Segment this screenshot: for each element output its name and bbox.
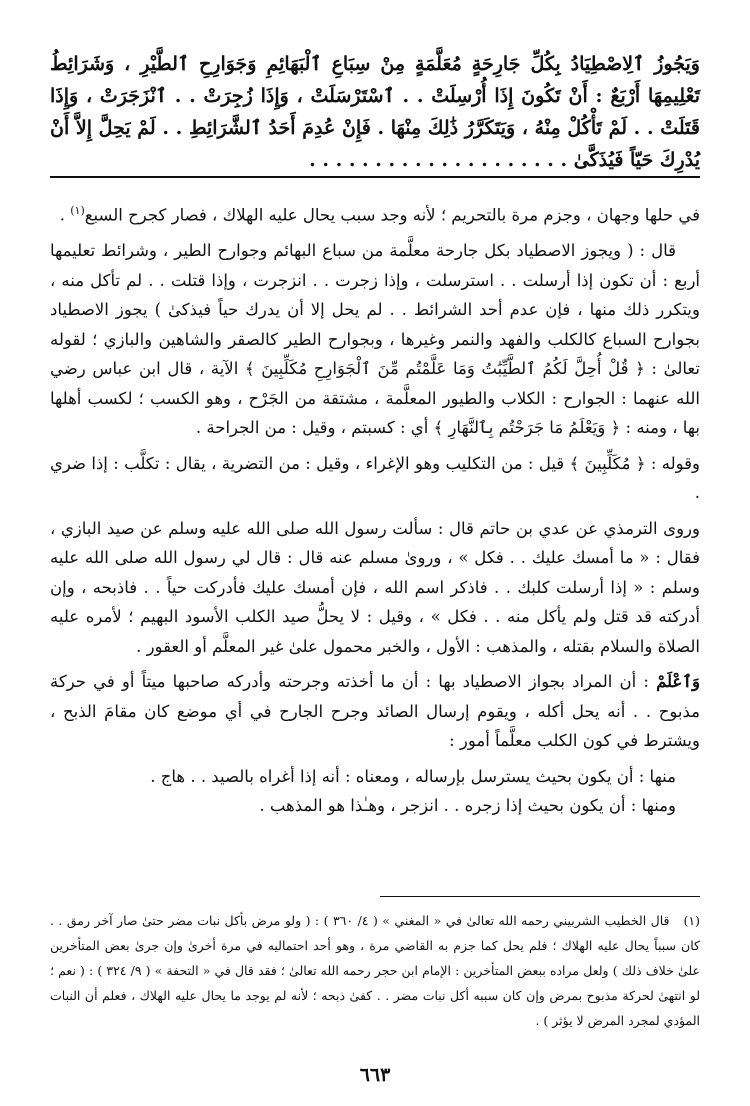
matn-divider bbox=[50, 176, 700, 178]
page-number: ٦٦٣ bbox=[359, 1064, 391, 1086]
commentary-paragraph-3: وقوله : ﴿ مُكَلِّبِينَ ﴾ قيل : من التكليب وهو الإغراء ، وقيل : من التضرية ، يقال : تكلَّب : إذا ضري . bbox=[50, 453, 700, 502]
commentary-paragraph-6: منها : أن يكون بحيث يسترسل بإرساله ، ومعناه : أنه إذا أغراه بالصيد . . هاج . bbox=[150, 766, 676, 786]
footnote-text: قال الخطيب الشربيني رحمه الله تعالىٰ في « المغني » ( ٤/ ٣٦٠ ) : ( ولو مرض بأكل نبات مضر حتىٰ صار آخر رمق . . كان سبباً يحال عليه الهلاك ؛ فلم يحل كما جزم به القاضي مرة ، وهو أحد احتماليه في مرة أخرىٰ وإن جرىٰ بعض المتأخرين علىٰ خلاف ذلك ) ولعل مراده ببعض المتأخرين : الإمام ابن حجر رحمه الله تعالىٰ ؛ فقد قال في « التحفة » ( ٩/ ٣٢٤ ) : ( نعم ؛ لو انتهىٰ لحركة مذبوح بمرض وإن كان سببه أكل نبات مضر . . كفىٰ ذبحه ؛ لأنه لم يوجد ما يحال عليه الهلاك ، فعلم أن النبات المؤدي لمجرد المرض لا يؤثر ) . bbox=[50, 913, 700, 1028]
footnote bbox=[50, 908, 700, 1033]
footnote-divider bbox=[380, 896, 700, 897]
commentary-paragraph-2: قال : ( ويجوز الاصطياد بكل جارحة معلَّمة من سباع البهائم وجوارح الطير ، وشرائط تعليمها أربع : أن تكون إذا أرسلت . . استرسلت ، وإذا زجرت . . انزجرت ، وإذا قتلت . . لم تأكل منه ، ويتكرر ذلك منها ، فإن عدم أحد الشرائط . . لم يحل إلا أن يدرك حياً فيذكىٰ ) يجوز الاصطياد بجوارح السباع كالكلب والفهد والنمر وغيرها ، وبجوارح الطير كالصقر والشاهين والبازي ؛ لقوله تعالىٰ : ﴿ قُلْ أُحِلَّ لَكُمُ ٱلطَّيِّبَٰتُ وَمَا عَلَّمْتُم مِّنَ ٱلْجَوَارِحِ مُكَلِّبِينَ ﴾ الآية ، قال ابن عباس رضي الله عنهما : الجوارح : الكلاب والطيور المعلَّمة ، مشتقة من الجَرْح ، وهو الكسب ؛ لكسب أهلها بها ، ومنه : ﴿ وَيَعْلَمُ مَا جَرَحْتُم بِٱلنَّهَارِ ﴾ أي : كسبتم ، وقيل : من الجراحة . bbox=[50, 241, 700, 437]
commentary-paragraph-5: وَٱعْلَمْ : أن المراد بجواز الاصطياد بها : أن ما أخذته وجرحته وأدركه صاحبها ميتاً أو في حركة مذبوح . . أنه يحل أكله ، ويقوم إرسال الصائد وجرح الجارح في أي موضع كان مقامَ الذبح ، ويشترط في كون الكلب معلَّماً أمور : bbox=[50, 672, 700, 750]
commentary-paragraph-7: ومنها : أن يكون بحيث إذا زجره . . انزجر ، وهـٰذا هو المذهب . bbox=[259, 796, 676, 815]
matn-text: وَيَجُوزُ ٱلِاصْطِيَادُ بِكُلِّ جَارِحَةٍ مُعَلَّمَةٍ مِنْ سِبَاعِ ٱلْبَهَائِمِ وَجَوَارِحِ ٱلطَّيْرِ ، وَشَرَائِطُ تَعْلِيمِهَا أَرْبَعٌ : أَنْ تَكُونَ إِذَا أُرْسِلَتْ . . ٱسْتَرْسَلَتْ ، وَإِذَا زُجِرَتْ . . ٱنْزَجَرَتْ ، وَإِذَا قَتَلَتْ . . لَمْ تَأْكُلْ مِنْهُ ، وَيَتَكَرَّرُ ذَٰلِكَ مِنْهَا . فَإِنْ عُدِمَ أَحَدُ ٱلشَّرَائِطِ . . لَمْ يَحِلَّ إِلاَّ أَنْ يُدْرِكَ حَيّاً فَيُذَكَّىٰ . . . . . . . . . . . . . . . . . . . . bbox=[50, 53, 700, 171]
footnote-marker[interactable]: (١) bbox=[70, 204, 85, 217]
footnote-number: (١) bbox=[683, 913, 700, 928]
commentary-paragraph-1: في حلها وجهان ، وجزم مرة بالتحريم ؛ لأنه وجد سبب يحال عليه الهلاك ، فصار كجرح السبع$^{(١)}$ . bbox=[59, 204, 700, 225]
commentary-paragraph-4: وروى الترمذي عن عدي بن حاتم قال : سألت رسول الله صلى الله عليه وسلم عن صيد البازي ، فقال : « ما أمسك عليك . . فكل » ، وروىٰ مسلم عنه قال : قال لي رسول الله صلى الله عليه وسلم : « إذا أرسلت كلبك . . فاذكر اسم الله ، فإن أمسك عليك فأدركت حياً . . فاذبحه ، وإن أدركته قد قتل ولم يأكل منه . . فكل » ، وقيل : لا يحلُّ صيد الكلب الأسود البهيم ؛ لأمره عليه الصلاة والسلام بقتله ، والمذهب : الأول ، والخبر محمول علىٰ غير المعلَّم أو العقور . bbox=[50, 518, 700, 656]
section-lead-word: وَٱعْلَمْ bbox=[656, 672, 700, 691]
commentary bbox=[50, 196, 700, 821]
